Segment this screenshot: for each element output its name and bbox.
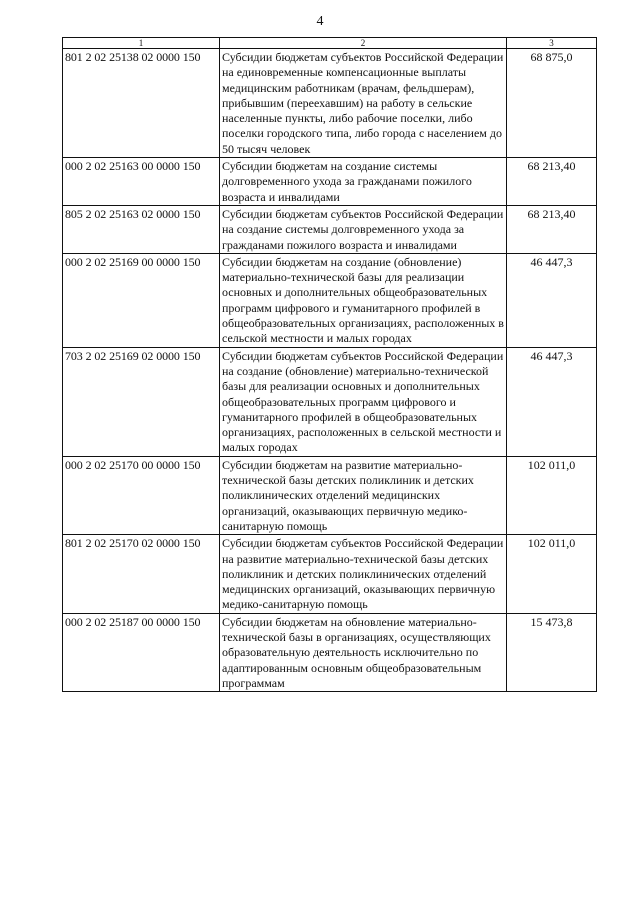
budget-code: 801 2 02 25170 02 0000 150 (63, 535, 220, 613)
table-row (63, 158, 597, 206)
column-number-2: 2 (220, 38, 507, 49)
table-row (63, 205, 597, 253)
subsidy-description: Субсидии бюджетам субъектов Российской Федерации на единовременные компенсационные выплаты медицинским работникам (врачам, фельдшерам), прибывшим (переехавшим) на работу в сельские населенные пункты, либо рабочие поселки, либо поселки городского типа, либо города с населением до 50 тысяч человек (220, 49, 507, 158)
subsidy-description: Субсидии бюджетам на создание (обновление) материально-технической базы для реализации основных и дополнительных общеобразовательных программ цифрового и гуманитарного профилей в общеобразовательных организациях, расположенных в сельской местности и малых городах (220, 253, 507, 347)
subsidy-amount: 102 011,0 (507, 535, 597, 613)
subsidy-amount: 68 875,0 (507, 49, 597, 158)
table-row (63, 456, 597, 534)
subsidy-description: Субсидии бюджетам на развитие материально-технической базы детских поликлиник и детских поликлинических отделений медицинских организаций, оказывающих первичную медико-санитарную помощь (220, 456, 507, 534)
table-header-row (63, 38, 597, 49)
subsidy-amount: 102 011,0 (507, 456, 597, 534)
table-row (63, 49, 597, 158)
subsidy-amount: 15 473,8 (507, 613, 597, 691)
table-row (63, 535, 597, 613)
table-row (63, 347, 597, 456)
table-row (63, 253, 597, 347)
budget-code: 000 2 02 25187 00 0000 150 (63, 613, 220, 691)
subsidy-description: Субсидии бюджетам субъектов Российской Федерации на развитие материально-технической базы детских поликлиник и детских поликлинических отделений медицинских организаций, оказывающих первичную медико-санитарную помощь (220, 535, 507, 613)
subsidy-amount: 68 213,40 (507, 205, 597, 253)
page-number: 4 (316, 14, 324, 29)
column-number-1: 1 (63, 38, 220, 49)
budget-code: 000 2 02 25169 00 0000 150 (63, 253, 220, 347)
subsidy-description: Субсидии бюджетам на обновление материально-технической базы в организациях, осуществляющих образовательную деятельность исключительно по адаптированным основным общеобразовательным программам (220, 613, 507, 691)
budget-table (62, 37, 597, 692)
subsidy-amount: 68 213,40 (507, 158, 597, 206)
subsidy-amount: 46 447,3 (507, 253, 597, 347)
budget-code: 000 2 02 25170 00 0000 150 (63, 456, 220, 534)
budget-code: 000 2 02 25163 00 0000 150 (63, 158, 220, 206)
subsidy-description: Субсидии бюджетам субъектов Российской Федерации на создание системы долговременного ухода за гражданами пожилого возраста и инвалидами (220, 205, 507, 253)
subsidy-amount: 46 447,3 (507, 347, 597, 456)
column-number-3: 3 (507, 38, 597, 49)
budget-code: 801 2 02 25138 02 0000 150 (63, 49, 220, 158)
subsidy-description: Субсидии бюджетам на создание системы долговременного ухода за гражданами пожилого возраста и инвалидами (220, 158, 507, 206)
subsidy-description: Субсидии бюджетам субъектов Российской Федерации на создание (обновление) материально-технической базы для реализации основных и дополнительных общеобразовательных программ цифрового и гуманитарного профилей в общеобразовательных организациях, расположенных в сельской местности и малых городах (220, 347, 507, 456)
budget-code: 805 2 02 25163 02 0000 150 (63, 205, 220, 253)
table-row (63, 613, 597, 691)
budget-code: 703 2 02 25169 02 0000 150 (63, 347, 220, 456)
